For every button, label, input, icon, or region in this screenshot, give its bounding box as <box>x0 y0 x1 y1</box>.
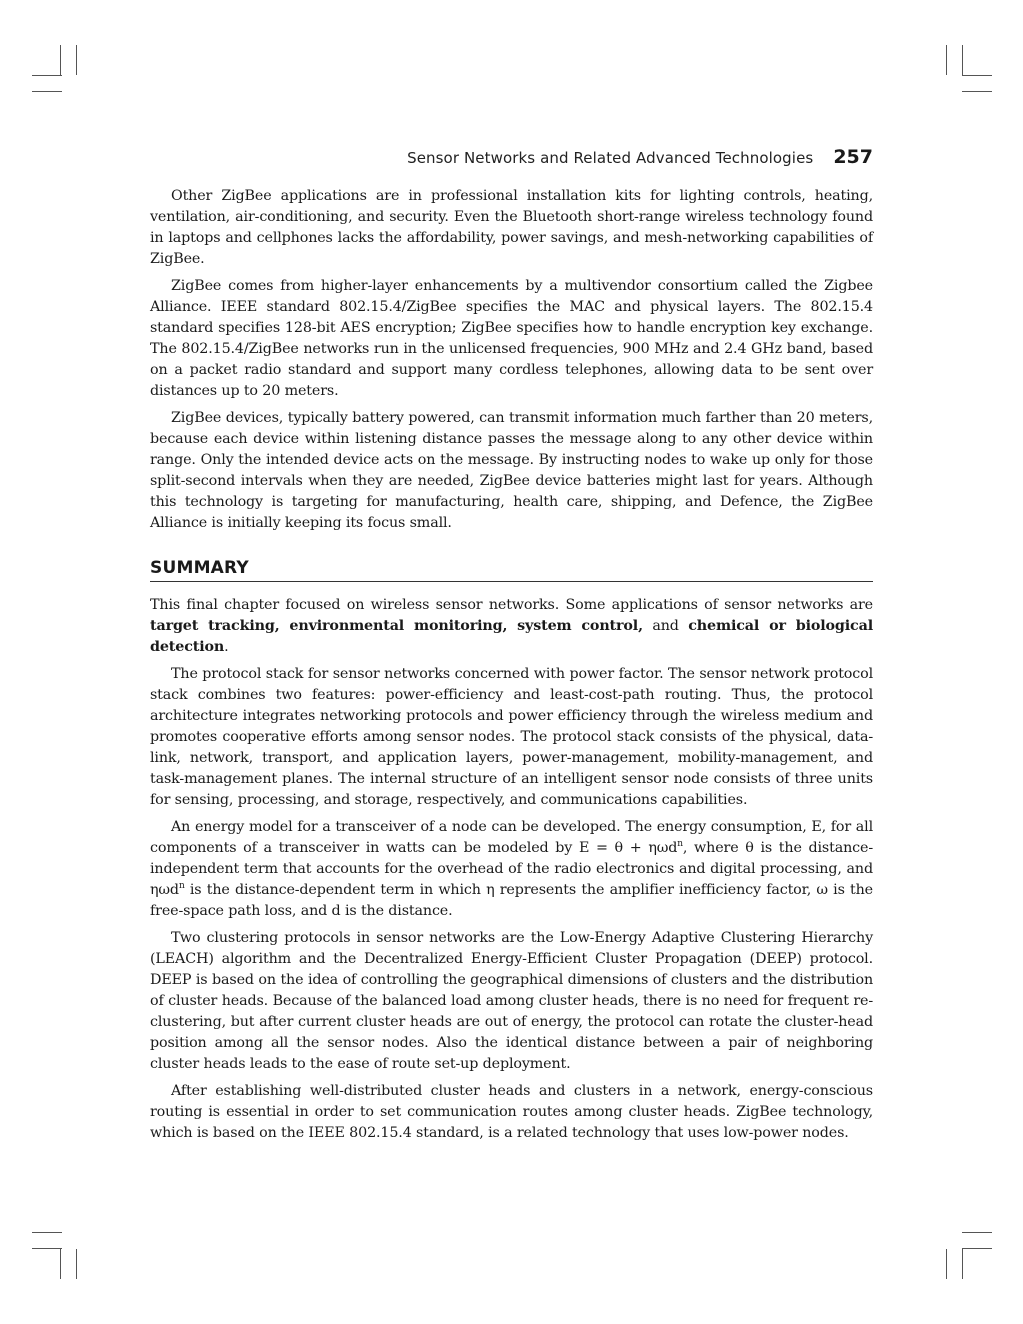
energy-text-1: An energy model for a transceiver of a node can be developed. The energy consumption, E, for all components of a transceiver in watts can be modeled by E = θ + ηωd <box>150 819 873 856</box>
section-heading-summary: SUMMARY <box>150 557 873 582</box>
energy-exponent-1: n <box>677 839 683 850</box>
crop-mark-bottom-right-h <box>962 1232 992 1233</box>
page-number: 257 <box>833 146 873 168</box>
body-paragraph-zigbee-alliance: ZigBee comes from higher-layer enhancements by a multivendor consortium called the Zigbee Alliance. IEEE standard 802.15.4/ZigBee specifies the MAC and physical layers. The 802.15.4 standard specifies 128-bit AES encryption; ZigBee specifies how to handle encryption key exchange. The 802.15.4/ZigBee networks run in the unlicensed frequencies, 900 MHz and 2.4 GHz band, based on a packet radio standard and support many cordless telephones, allowing data to be sent over distances up to 20 meters. <box>150 278 873 399</box>
summary-text-lead: This final chapter focused on wireless sensor networks. Some applications of sensor networks are <box>150 597 873 613</box>
summary-bold-applications-1: target tracking, environmental monitoring, system control, <box>150 618 643 634</box>
crop-mark-bottom-right-v2 <box>962 1249 963 1279</box>
summary-paragraph-applications <box>150 595 873 658</box>
crop-mark-top-left-v <box>60 45 61 75</box>
running-head <box>150 146 873 172</box>
body-paragraph-zigbee-applications: Other ZigBee applications are in professional installation kits for lighting controls, heating, ventilation, air-conditioning, and security. Even the Bluetooth short-range wireless technology found in laptops and cellphones lacks the affordability, power savings, and mesh-networking capabilities of ZigBee. <box>150 188 873 267</box>
energy-text-2: , where θ is the distance-independent term that accounts for the overhead of the radio electronics and digital processing, and ηωd <box>150 840 873 898</box>
crop-mark-top-left-v2 <box>76 45 77 75</box>
crop-mark-bottom-left-v <box>60 1249 61 1279</box>
crop-mark-bottom-right-h2 <box>962 1248 992 1249</box>
crop-mark-top-left-h <box>32 75 62 76</box>
crop-mark-top-right-v2 <box>962 45 963 75</box>
summary-text-end: . <box>224 639 229 655</box>
crop-mark-bottom-left-h2 <box>32 1248 62 1249</box>
energy-exponent-2: n <box>178 881 185 892</box>
summary-paragraph-routing: After establishing well-distributed cluster heads and clusters in a network, energy-conscious routing is essential in order to set communication routes among cluster heads. ZigBee technology, which is based on the IEEE 802.15.4 standard, is a related technology that uses low-power nodes. <box>150 1083 873 1141</box>
crop-mark-top-right-h <box>962 75 992 76</box>
body-paragraph-zigbee-devices: ZigBee devices, typically battery powered, can transmit information much farther than 20 meters, because each device within listening distance passes the message along to any other device within range. Only the intended device acts on the message. By instructing nodes to wake up only for those split-second intervals when they are needed, ZigBee device batteries might last for years. Although this technology is targeting for manufacturing, health care, shipping, and Defence, the ZigBee Alliance is initially keeping its focus small. <box>150 410 873 531</box>
page-body <box>150 186 873 1150</box>
crop-mark-bottom-left-h <box>32 1232 62 1233</box>
energy-text-3: is the distance-dependent term in which η represents the amplifier inefficiency factor, ω is the free-space path loss, and d is the distance. <box>150 882 873 919</box>
summary-bold-applications-2: chemical or biological detection <box>150 618 873 655</box>
running-head-title: Sensor Networks and Related Advanced Technologies <box>407 149 814 167</box>
summary-paragraph-clustering: Two clustering protocols in sensor networks are the Low-Energy Adaptive Clustering Hierarchy (LEACH) algorithm and the Decentralized Energy-Efficient Cluster Propagation (DEEP) protocol. DEEP is based on the idea of controlling the geographical dimensions of clusters and the distribution of cluster heads. Because of the balanced load among cluster heads, there is no need for frequent re-clustering, but after current cluster heads are out of energy, the protocol can rotate the cluster-head position among all the sensor nodes. Also the identical distance between a pair of neighboring cluster heads leads to the ease of route set-up deployment. <box>150 930 873 1072</box>
summary-paragraph-energy-model <box>150 817 873 922</box>
summary-text-middle: and <box>642 618 689 634</box>
crop-mark-bottom-right-v <box>946 1249 947 1279</box>
crop-mark-top-right-h2 <box>962 91 992 92</box>
crop-mark-top-right-v <box>946 45 947 75</box>
crop-mark-top-left-h2 <box>32 91 62 92</box>
summary-paragraph-protocol-stack: The protocol stack for sensor networks concerned with power factor. The sensor network protocol stack combines two features: power-efficiency and least-cost-path routing. Thus, the protocol architecture integrates networking protocols and power efficiency through the wireless medium and promotes cooperative efforts among sensor nodes. The protocol stack consists of the physical, data-link, network, transport, and application layers, power-management, mobility-management, and task-management planes. The internal structure of an intelligent sensor node consists of three units for sensing, processing, and storage, respectively, and communications capabilities. <box>150 666 873 808</box>
crop-mark-bottom-left-v2 <box>76 1249 77 1279</box>
